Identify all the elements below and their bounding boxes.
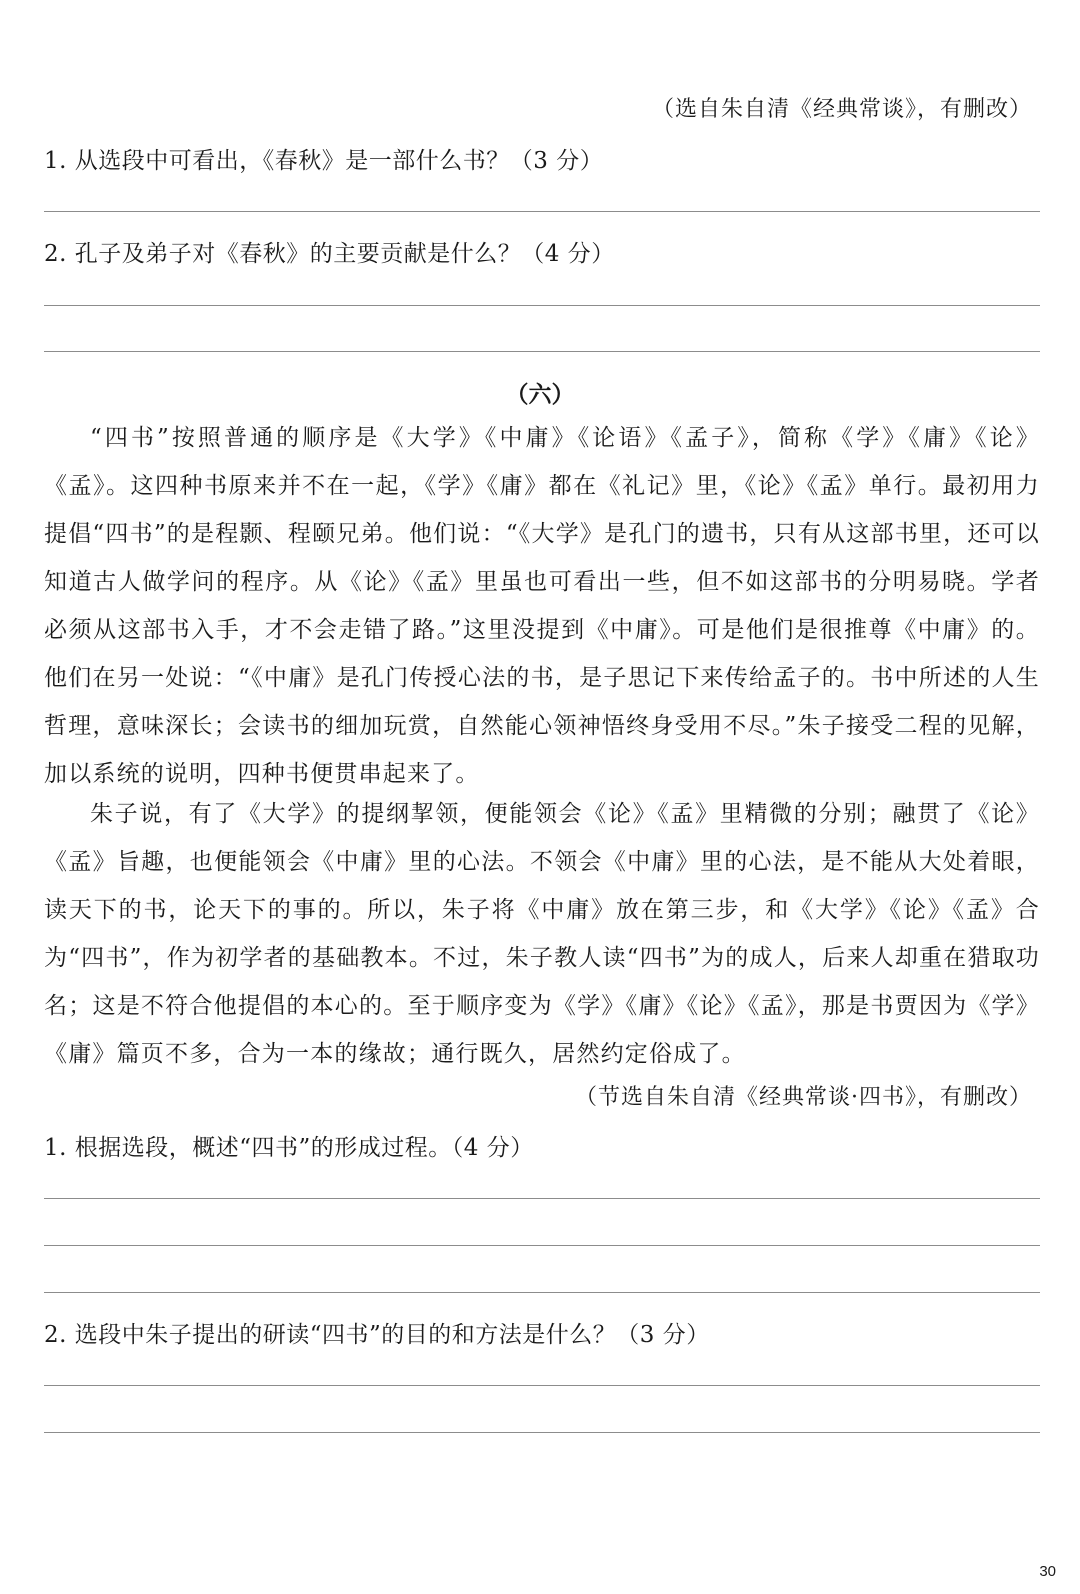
source-citation-5: （选自朱自清《经典常谈》，有删改） xyxy=(651,97,1032,122)
answer-line[interactable] xyxy=(44,1432,1040,1433)
question-5-1: 1. 从选段中可看出，《春秋》是一部什么书？（3 分） xyxy=(44,148,604,174)
source-citation-6: （节选自朱自清《经典常谈·四书》，有删改） xyxy=(575,1085,1032,1110)
answer-line[interactable] xyxy=(44,1198,1040,1199)
answer-line[interactable] xyxy=(44,211,1040,212)
question-6-1: 1. 根据选段，概述“四书”的形成过程。（4 分） xyxy=(44,1135,534,1161)
question-6-2: 2. 选段中朱子提出的研读“四书”的目的和方法是什么？（3 分） xyxy=(44,1322,710,1348)
answer-line[interactable] xyxy=(44,1292,1040,1293)
answer-line[interactable] xyxy=(44,1385,1040,1386)
answer-line[interactable] xyxy=(44,351,1040,352)
page-number: 30 xyxy=(1039,1563,1056,1580)
answer-line[interactable] xyxy=(44,305,1040,306)
answer-line[interactable] xyxy=(44,1245,1040,1246)
passage-paragraph-1: “四书”按照普通的顺序是《大学》《中庸》《论语》《孟子》，简称《学》《庸》《论》《孟》。这四种书原来并不在一起，《学》《庸》都在《礼记》里，《论》《孟》单行。最初用力提倡“四书”的是程颢、程颐兄弟。他们说：“《大学》是孔门的遗书，只有从这部书里，还可以知道古人做学问的程序。从《论》《孟》里虽也可看出一些，但不如这部书的分明易晓。学者必须从这部书入手，才不会走错了路。”这里没提到《中庸》。可是他们是很推尊《中庸》的。他们在另一处说：“《中庸》是孔门传授心法的书，是子思记下来传给孟子的。书中所述的人生哲理，意味深长；会读书的细加玩赏，自然能心领神悟终身受用不尽。”朱子接受二程的见解，加以系统的说明，四种书便贯串起来了。 xyxy=(44,425,1040,787)
section-heading-6: （六） xyxy=(505,381,575,408)
passage-paragraph-2: 朱子说，有了《大学》的提纲挈领，便能领会《论》《孟》里精微的分别；融贯了《论》《孟》旨趣，也便能领会《中庸》里的心法。不领会《中庸》里的心法，是不能从大处着眼，读天下的书，论天下的事的。所以，朱子将《中庸》放在第三步，和《大学》《论》《孟》合为“四书”，作为初学者的基础教本。不过，朱子教人读“四书”为的成人，后来人却重在猎取功名；这是不符合他提倡的本心的。至于顺序变为《学》《庸》《论》《孟》，那是书贾因为《学》《庸》篇页不多，合为一本的缘故；通行既久，居然约定俗成了。 xyxy=(44,801,1040,1067)
question-5-2: 2. 孔子及弟子对《春秋》的主要贡献是什么？（4 分） xyxy=(44,241,615,267)
